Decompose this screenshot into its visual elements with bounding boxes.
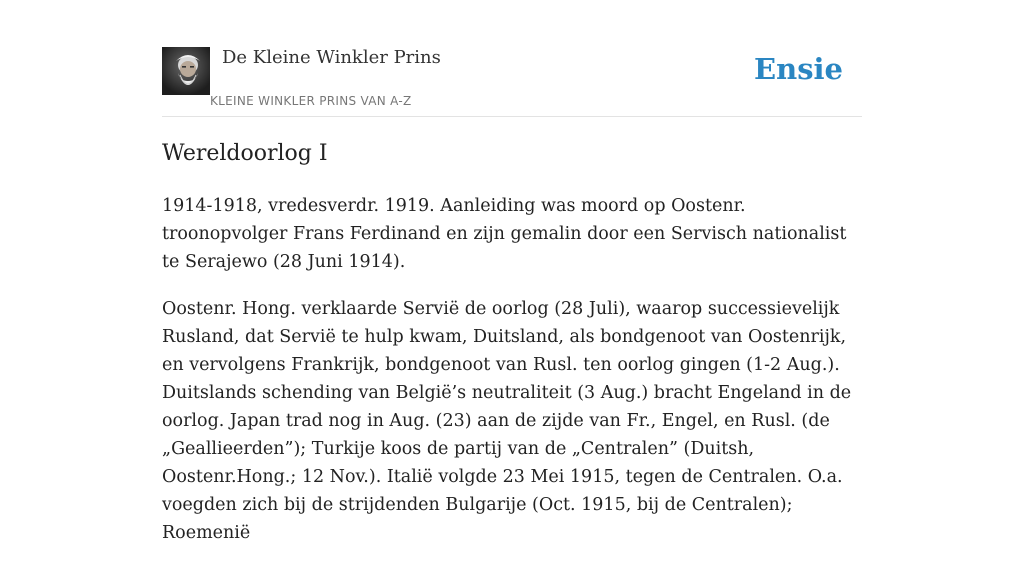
avatar[interactable] bbox=[162, 47, 210, 95]
article-paragraph: Oostenr. Hong. verklaarde Servië de oorlog (28 Juli), waarop successievelijk Rusland, dat Servië te hulp kwam, Duitsland, als bondgenoot van Oostenrijk, en vervolgens Frankrijk, bondgenoot van Rusl. ten oorlog gingen (1-2 Aug.). Duitslands schending van België’s neutraliteit (3 Aug.) bracht Engeland in de oorlog. Japan trad nog in Aug. (23) aan de zijde van Fr., Engel, en Rusl. (de „Geallieerden”); Turkije koos de partij van de „Centralen” (Duitsh, Oostenr.Hong.; 12 Nov.). Italië volgde 23 Mei 1915, tegen de Centralen. O.a. voegden zich bij de strijdenden Bulgarije (Oct. 1915, bij de Centralen); Roemenië bbox=[162, 299, 852, 543]
article-paragraph: 1914-1918, vredesverdr. 1919. Aanleiding was moord op Oostenr. troonopvolger Frans Ferdinand en zijn gemalin door een Servisch nationalist te Serajewo (28 Juni 1914). bbox=[162, 196, 847, 272]
page bbox=[162, 0, 862, 543]
publication-name[interactable]: De Kleine Winkler Prins bbox=[222, 47, 441, 68]
article-body bbox=[162, 192, 862, 566]
header bbox=[162, 0, 862, 117]
publication-subtitle[interactable]: KLEINE WINKLER PRINS VAN A-Z bbox=[210, 94, 412, 108]
bearded-man-portrait-icon bbox=[162, 47, 210, 95]
brand-logo-link[interactable]: Ensie bbox=[754, 52, 843, 86]
article-title: Wereldoorlog I bbox=[162, 141, 328, 166]
